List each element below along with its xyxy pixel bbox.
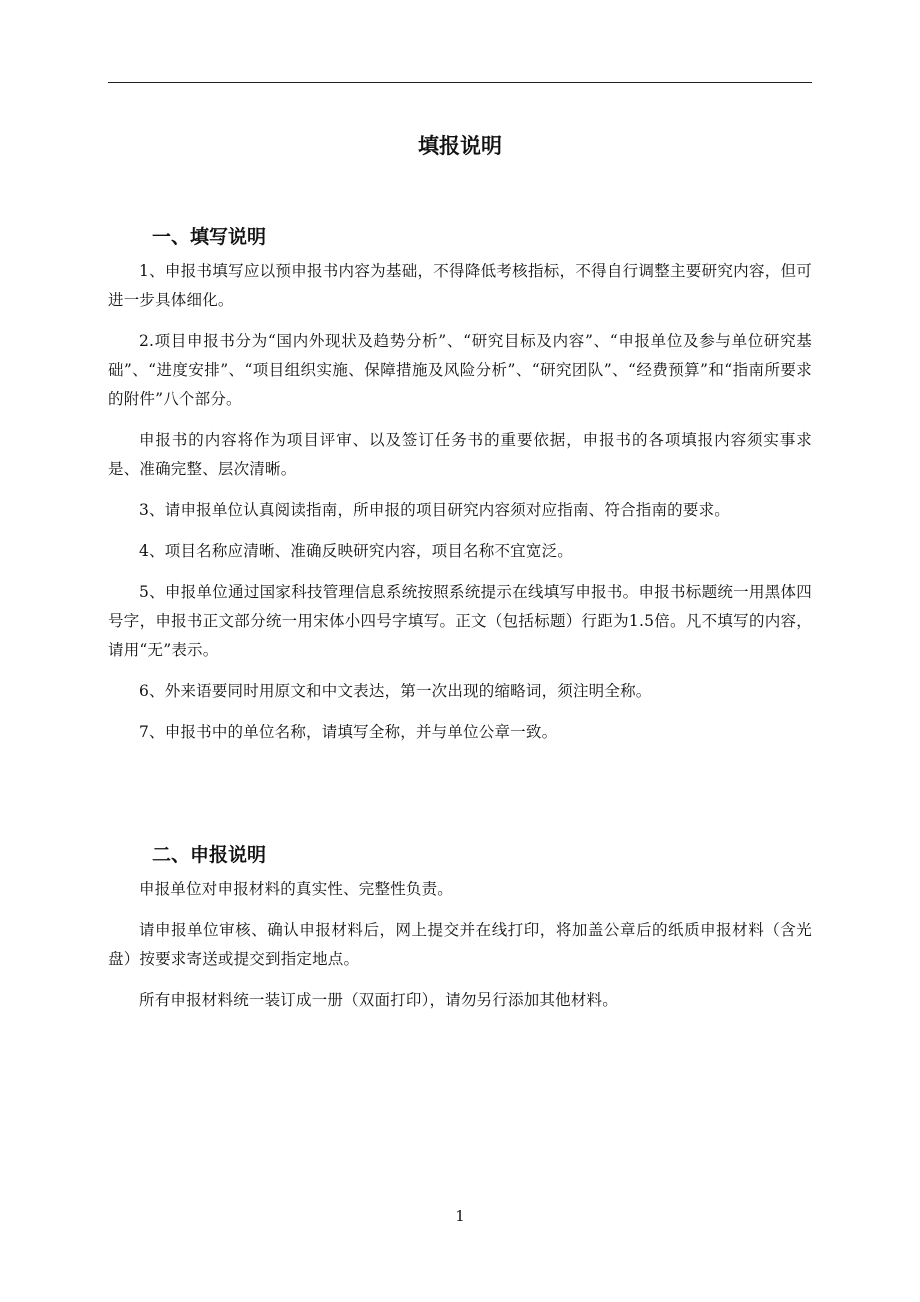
paragraph: 3、请申报单位认真阅读指南，所申报的项目研究内容须对应指南、符合指南的要求。 (139, 501, 730, 519)
section-heading: 一、填写说明 (152, 226, 267, 248)
header-rule (108, 82, 812, 83)
page-title: 填报说明 (418, 134, 502, 158)
paragraph: 1、申报书填写应以预申报书内容为基础，不得降低考核指标，不得自行调整主要研究内容，但可进一步具体细化。 (108, 262, 812, 309)
section-heading: 二、申报说明 (152, 844, 267, 866)
paragraph: 申报单位对申报材料的真实性、完整性负责。 (139, 880, 454, 898)
section-fill-instructions (108, 222, 812, 759)
paragraph: 6、外来语要同时用原文和中文表达，第一次出现的缩略词，须注明全称。 (139, 682, 652, 700)
paragraph: 所有申报材料统一装订成一册（双面打印），请勿另行添加其他材料。 (139, 991, 618, 1009)
section-application-instructions (108, 840, 812, 1027)
paragraph: 7、申报书中的单位名称，请填写全称，并与单位公章一致。 (139, 723, 558, 741)
paragraph: 申报书的内容将作为项目评审、以及签订任务书的重要依据，申报书的各项填报内容须实事求是、准确完整、层次清晰。 (108, 431, 812, 478)
paragraph: 5、申报单位通过国家科技管理信息系统按照系统提示在线填写申报书。申报书标题统一用黑体四号字，申报书正文部分统一用宋体小四号字填写。正文（包括标题）行距为1.5倍。凡不填写的内容，请用“无”表示。 (108, 583, 812, 659)
paragraph: 4、项目名称应清晰、准确反映研究内容，项目名称不宜宽泛。 (139, 542, 573, 560)
page-number: 1 (455, 1207, 465, 1225)
paragraph: 2.项目申报书分为“国内外现状及趋势分析”、“研究目标及内容”、“申报单位及参与单位研究基础”、“进度安排”、“项目组织实施、保障措施及风险分析”、“研究团队”、“经费预算”和“指南所要求的附件”八个部分。 (108, 332, 812, 408)
paragraph: 请申报单位审核、确认申报材料后，网上提交并在线打印，将加盖公章后的纸质申报材料（含光盘）按要求寄送或提交到指定地点。 (108, 921, 812, 968)
